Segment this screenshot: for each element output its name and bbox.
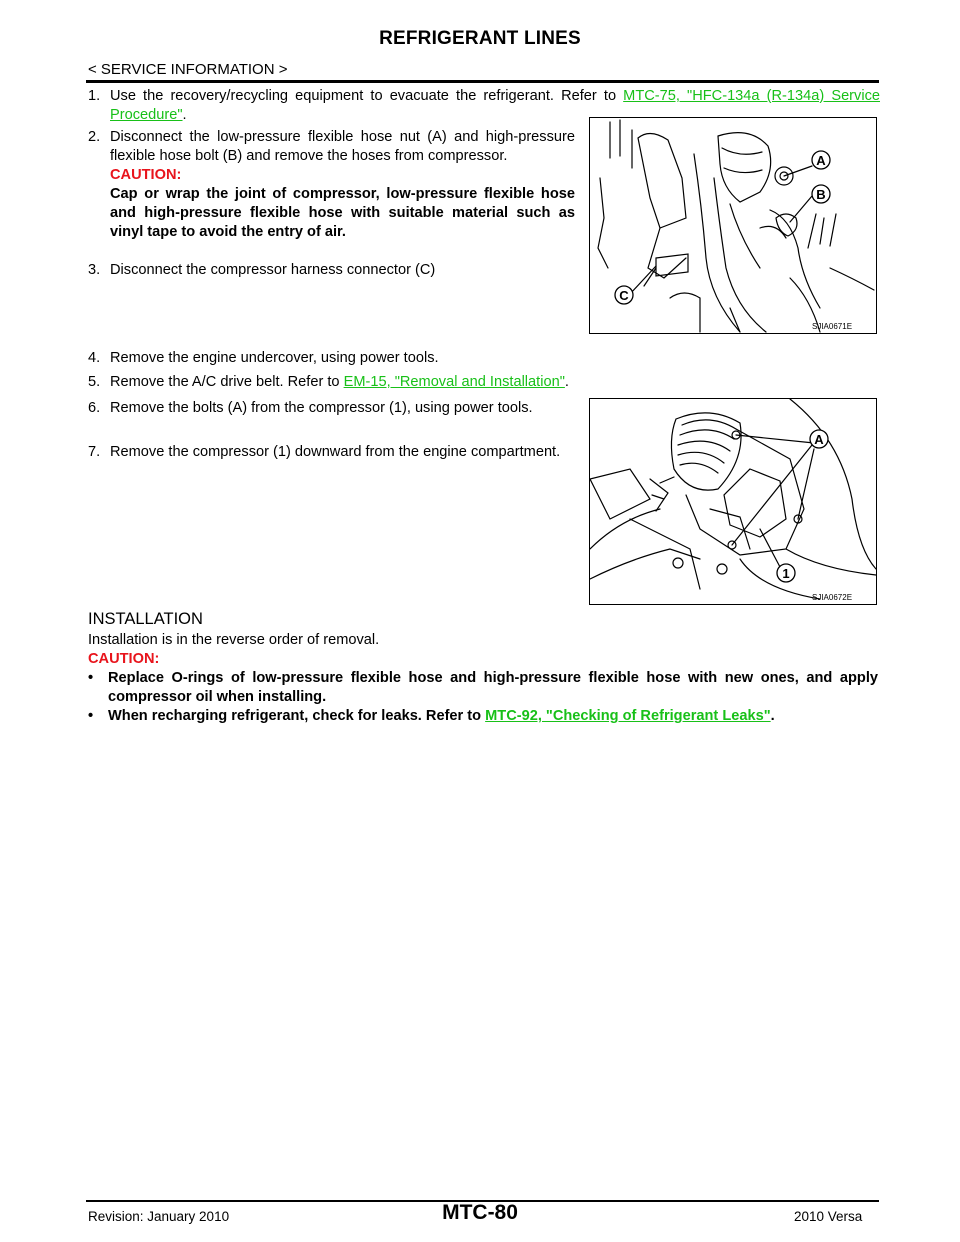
- step-number: 2.: [88, 129, 101, 145]
- bullet-text: When recharging refrigerant, check for leaks. Refer to: [108, 708, 486, 724]
- bullet-text: Replace O-rings of low-pressure flexible hose and high-pressure flexible hose with new ones, and apply compressor oil when installing.: [108, 670, 878, 705]
- step-3: [88, 261, 575, 280]
- callout-1: 1: [782, 566, 790, 581]
- revision-date: Revision: January 2010: [88, 1209, 230, 1224]
- header-rule: [86, 80, 879, 83]
- step-text: Remove the A/C drive belt. Refer to: [110, 374, 344, 390]
- compressor-hoses-illustration: [590, 118, 876, 333]
- figure-code: SJIA0671E: [812, 322, 853, 331]
- installation-intro: Installation is in the reverse order of removal.: [88, 632, 380, 648]
- step-text-end: .: [564, 374, 569, 390]
- page-title: REFRIGERANT LINES: [379, 28, 581, 49]
- figure-compressor-hoses: [589, 117, 877, 334]
- step-text: Disconnect the compressor harness connector (C): [110, 262, 436, 278]
- step-number: 4.: [88, 350, 101, 366]
- step-text: Use the recovery/recycling equipment to evacuate the refrigerant. Refer to: [110, 88, 624, 104]
- figure-compressor-removal: [589, 398, 877, 605]
- compressor-removal-illustration: [590, 399, 876, 604]
- installation-heading: INSTALLATION: [88, 610, 203, 628]
- callout-a: A: [814, 432, 824, 447]
- step-4: [88, 349, 880, 368]
- step-5: [88, 373, 880, 392]
- step-text-end: .: [182, 107, 187, 123]
- callout-c: C: [619, 288, 629, 303]
- step-number: 3.: [88, 262, 101, 278]
- step-text: Disconnect the low-pressure flexible hose nut (A) and high-pressure flexible hose bolt (B) and remove the hoses from compressor.: [110, 129, 575, 164]
- page-number: MTC-80: [442, 1201, 518, 1224]
- figure-code: SJIA0672E: [812, 593, 853, 602]
- callout-a: A: [816, 153, 826, 168]
- bullet-text-end: .: [770, 708, 775, 724]
- section-breadcrumb: < SERVICE INFORMATION >: [88, 61, 288, 78]
- step-number: 5.: [88, 374, 101, 390]
- caution-text: Cap or wrap the joint of compressor, low-pressure flexible hose and high-pressure flexible hose with suitable material such as vinyl tape to avoid the entry of air.: [110, 186, 575, 240]
- step-text: Remove the bolts (A) from the compressor (1), using power tools.: [110, 400, 533, 416]
- link-mtc-92[interactable]: MTC-92, "Checking of Refrigerant Leaks": [485, 708, 771, 724]
- callout-b: B: [816, 187, 826, 202]
- step-2: [88, 128, 575, 242]
- installation-caution-heading: CAUTION:: [88, 651, 160, 667]
- model-name: 2010 Versa: [794, 1209, 863, 1224]
- step-number: 6.: [88, 400, 101, 416]
- caution-bullet-1: [88, 669, 878, 707]
- link-mtc-75[interactable]: MTC-75, "HFC-134a (R-134a) Service Procedure": [110, 88, 880, 123]
- link-em-15[interactable]: EM-15, "Removal and Installation": [343, 374, 565, 390]
- step-number: 7.: [88, 444, 101, 460]
- bullet-icon: •: [88, 708, 94, 724]
- step-text: Remove the engine undercover, using power tools.: [110, 350, 439, 366]
- step-number: 1.: [88, 88, 101, 104]
- caution-heading: CAUTION:: [110, 167, 182, 183]
- step-text: Remove the compressor (1) downward from the engine compartment.: [110, 444, 561, 460]
- step-7: [88, 443, 575, 462]
- caution-bullet-2: [88, 707, 878, 726]
- bullet-icon: •: [88, 670, 94, 686]
- step-6: [88, 399, 575, 418]
